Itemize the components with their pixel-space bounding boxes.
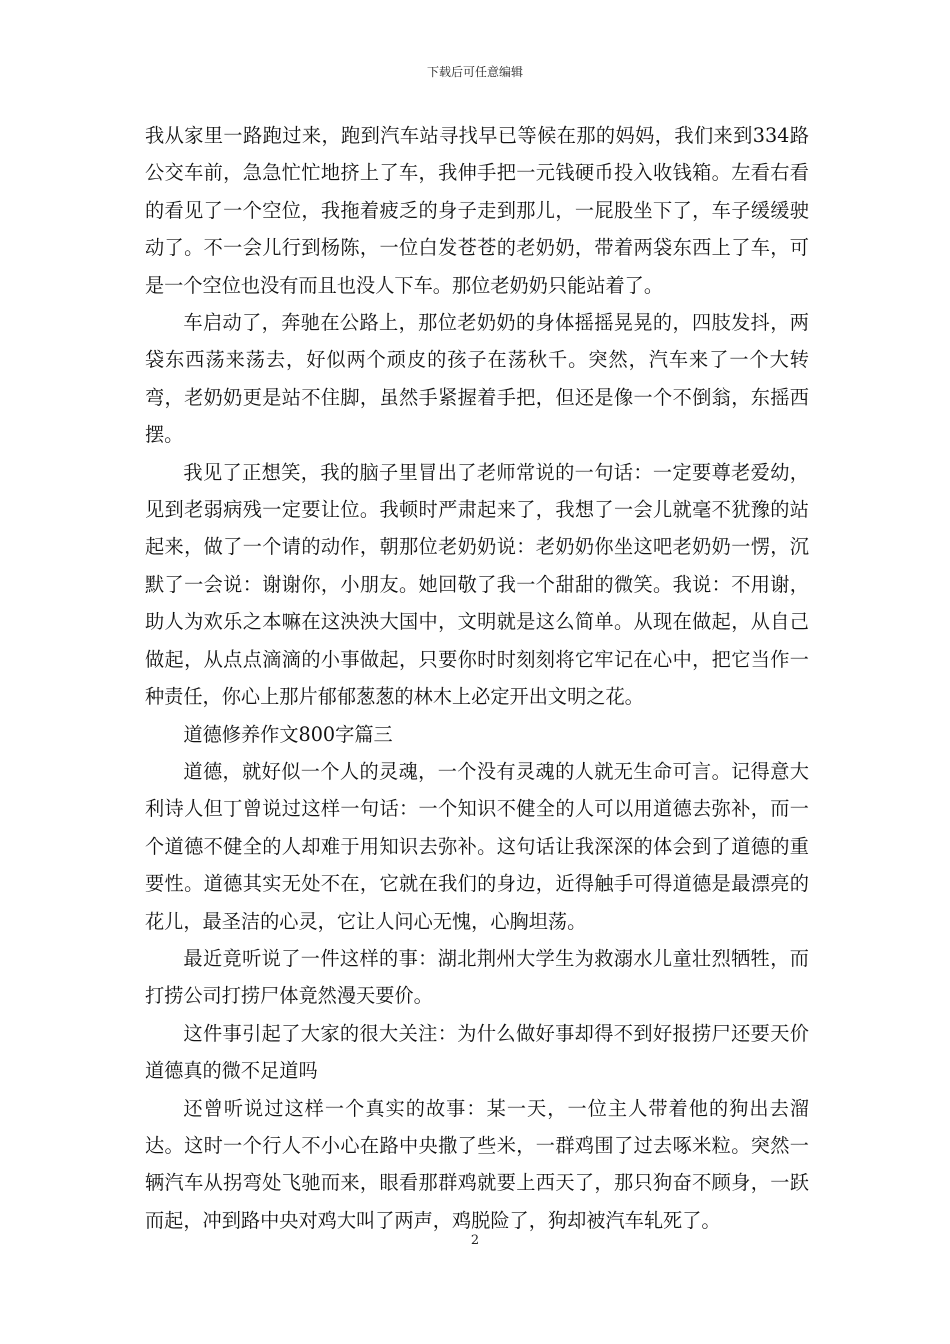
paragraph-5: 道德，就好似一个人的灵魂，一个没有灵魂的人就无生命可言。记得意大利诗人但丁曾说过这样一句话：一个知识不健全的人可以用道德去弥补，而一个道德不健全的人却难于用知识去弥补。这句话让我深深的体会到了道德的重要性。道德其实无处不在，它就在我们的身边，近得触手可得道德是最漂亮的花儿，最圣洁的心灵，它让人问心无愧，心胸坦荡。 [145,759,809,933]
paragraph-7: 这件事引起了大家的很大关注：为什么做好事却得不到好报捞尸还要天价道德真的微不足道吗 [145,1021,809,1083]
paragraph-8: 还曾听说过这样一个真实的故事：某一天，一位主人带着他的狗出去溜达。这时一个行人不小心在路中央撒了些米，一群鸡围了过去啄米粒。突然一辆汽车从拐弯处飞驰而来，眼看那群鸡就要上西天了，那只狗奋不顾身，一跃而起，冲到路中央对鸡大叫了两声，鸡脱险了，狗却被汽车轧死了。 [145,1096,809,1232]
paragraph-1: 我从家里一路跑过来，跑到汽车站寻找早已等候在那的妈妈，我们来到334路公交车前，急急忙忙地挤上了车，我伸手把一元钱硬币投入收钱箱。左看右看的看见了一个空位，我拖着疲乏的身子走到那儿，一屁股坐下了，车子缓缓驶动了。不一会儿行到杨陈，一位白发苍苍的老奶奶，带着两袋东西上了车，可是一个空位也没有而且也没人下车。那位老奶奶只能站着了。 [145,124,809,297]
section-heading: 道德修养作文800字篇三 [183,722,393,746]
document-body [145,117,809,1239]
paragraph-6: 最近竟听说了一件这样的事：湖北荆州大学生为救溺水儿童壮烈牺牲，而打捞公司打捞尸体竟然漫天要价。 [145,946,809,1008]
paragraph-2: 车启动了，奔驰在公路上，那位老奶奶的身体摇摇晃晃的，四肢发抖，两袋东西荡来荡去，好似两个顽皮的孩子在荡秋千。突然，汽车来了一个大转弯，老奶奶更是站不住脚，虽然手紧握着手把，但还是像一个不倒翁，东摇西摆。 [145,311,809,447]
page-number: 2 [470,1233,480,1248]
paragraph-3: 我见了正想笑，我的脑子里冒出了老师常说的一句话：一定要尊老爱幼，见到老弱病残一定要让位。我顿时严肃起来了，我想了一会儿就毫不犹豫的站起来，做了一个请的动作，朝那位老奶奶说：老奶奶你坐这吧老奶奶一愣，沉默了一会说：谢谢你，小朋友。她回敬了我一个甜甜的微笑。我说：不用谢，助人为欢乐之本嘛在这泱泱大国中，文明就是这么简单。从现在做起，从自己做起，从点点滴滴的小事做起，只要你时时刻刻将它牢记在心中，把它当作一种责任，你心上那片郁郁葱葱的林木上必定开出文明之花。 [145,460,809,709]
page-header: 下载后可任意编辑 [426,65,523,79]
